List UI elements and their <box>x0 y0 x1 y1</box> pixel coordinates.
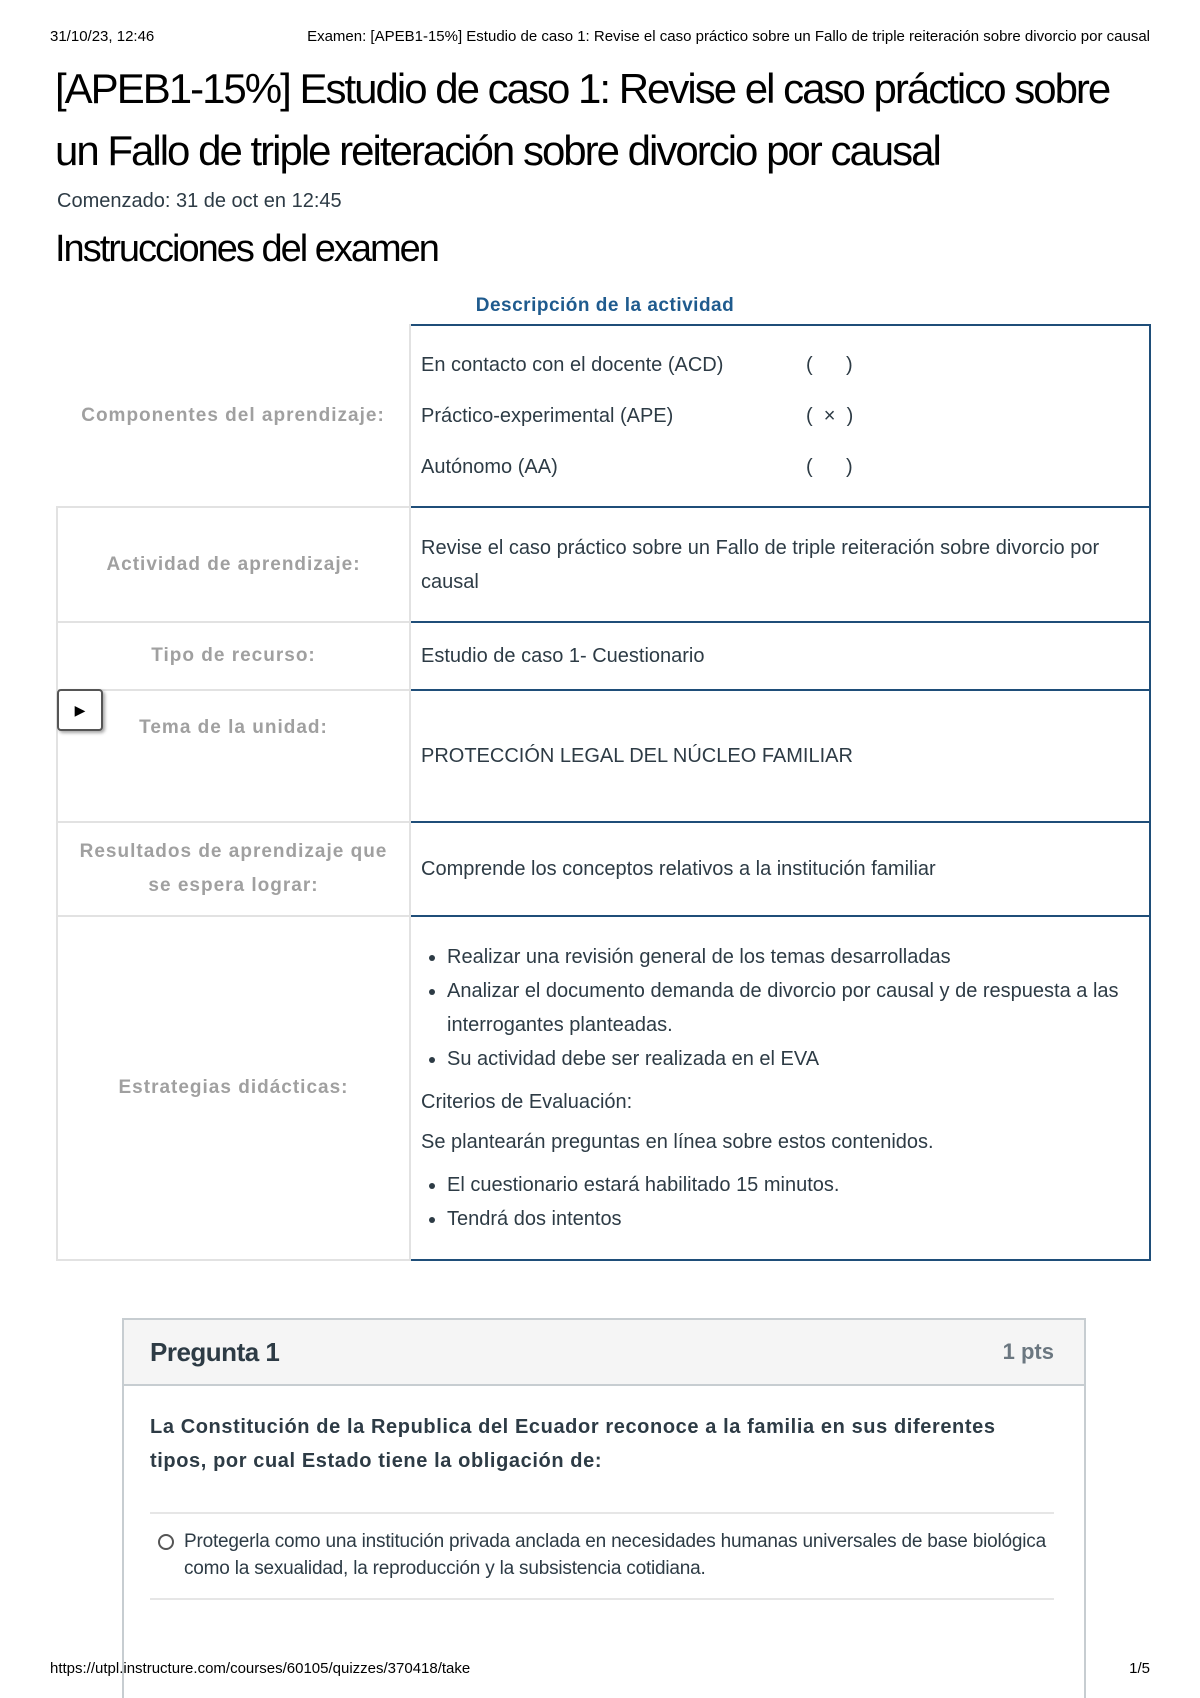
strategy-item: • Realizar una revisión general de los temas desarrolladas <box>447 940 1139 974</box>
component-name: Práctico-experimental (APE) <box>421 405 674 427</box>
quiz-title: [APEB1-15%] Estudio de caso 1: Revise el caso práctico sobre un Fallo de triple reiteración sobre divorcio por causal <box>55 65 1110 174</box>
activity-value: Revise el caso práctico sobre un Fallo de triple reiteración sobre divorcio por causal <box>410 507 1150 622</box>
component-mark: ( ) <box>806 354 853 376</box>
activity-description-table <box>56 324 1151 1261</box>
print-header <box>50 28 1150 45</box>
resource-type-row <box>57 622 1150 690</box>
component-name: En contacto con el docente (ACD) <box>421 354 724 376</box>
answer-option[interactable] <box>150 1514 1054 1600</box>
answer-radio[interactable] <box>158 1534 174 1550</box>
unit-topic-value: PROTECCIÓN LEGAL DEL NÚCLEO FAMILIAR <box>410 690 1150 822</box>
criteria-item: • Tendrá dos intentos <box>447 1202 1139 1236</box>
component-item <box>421 442 1139 493</box>
outcomes-value: Comprende los conceptos relativos a la institución familiar <box>410 822 1150 916</box>
question-points: 1 pts <box>1002 1339 1054 1364</box>
unit-topic-row <box>57 690 1150 822</box>
criteria-list <box>421 1168 1139 1236</box>
activity-label: Actividad de aprendizaje: <box>57 507 410 622</box>
components-value <box>410 325 1150 507</box>
component-mark: ( × ) <box>806 405 854 427</box>
criteria-item: • El cuestionario estará habilitado 15 minutos. <box>447 1168 1139 1202</box>
question-header <box>124 1320 1084 1386</box>
strategies-row <box>57 916 1150 1260</box>
print-url: https://utpl.instructure.com/courses/60105/quizzes/370418/take <box>50 1660 471 1677</box>
components-label: Componentes del aprendizaje: <box>57 325 410 507</box>
question-text: La Constitución de la Republica del Ecuador reconoce a la familia en sus diferentes tipos, por cual Estado tiene la obligación de: <box>150 1416 996 1472</box>
answer-list <box>150 1512 1054 1600</box>
resource-type-value: Estudio de caso 1- Cuestionario <box>410 622 1150 690</box>
outcomes-row <box>57 822 1150 916</box>
resource-type-label: Tipo de recurso: <box>57 622 410 690</box>
started-timestamp: Comenzado: 31 de oct en 12:45 <box>57 190 342 212</box>
component-mark: ( ) <box>806 456 853 478</box>
component-item <box>421 391 1139 442</box>
activity-table-caption: Descripción de la actividad <box>475 295 735 316</box>
print-page-title: Examen: [APEB1-15%] Estudio de caso 1: Revise el caso práctico sobre un Fallo de triple reiteración sobre divorcio por causal <box>307 28 1150 45</box>
print-page-number: 1/5 <box>1129 1660 1150 1677</box>
play-icon: ▶ <box>74 701 86 718</box>
criteria-text: Se plantearán preguntas en línea sobre estos contenidos. <box>421 1131 934 1153</box>
answer-text: Protegerla como una institución privada anclada en necesidades humanas universales de base biológica como la sexualidad, la reproducción y la subsistencia cotidiana. <box>184 1531 1046 1579</box>
media-play-button[interactable] <box>57 689 103 731</box>
activity-row <box>57 507 1150 622</box>
instructions-heading: Instrucciones del examen <box>55 228 438 270</box>
strategy-item: • Analizar el documento demanda de divorcio por causal y de respuesta a las interrogantes planteadas. <box>447 974 1139 1042</box>
components-row <box>57 325 1150 507</box>
component-name: Autónomo (AA) <box>421 456 558 478</box>
print-datetime: 31/10/23, 12:46 <box>50 28 155 45</box>
question-card <box>122 1318 1086 1698</box>
component-item <box>421 340 1139 391</box>
criteria-label: Criterios de Evaluación: <box>421 1091 633 1113</box>
strategies-list <box>421 940 1139 1076</box>
strategies-value <box>410 916 1150 1260</box>
question-title: Pregunta 1 <box>150 1336 280 1367</box>
print-footer <box>50 1660 1150 1677</box>
strategies-label: Estrategias didácticas: <box>57 916 410 1260</box>
outcomes-label: Resultados de aprendizaje que se espera lograr: <box>57 822 410 916</box>
strategy-item: • Su actividad debe ser realizada en el EVA <box>447 1042 1139 1076</box>
unit-topic-label: Tema de la unidad: <box>57 690 410 822</box>
